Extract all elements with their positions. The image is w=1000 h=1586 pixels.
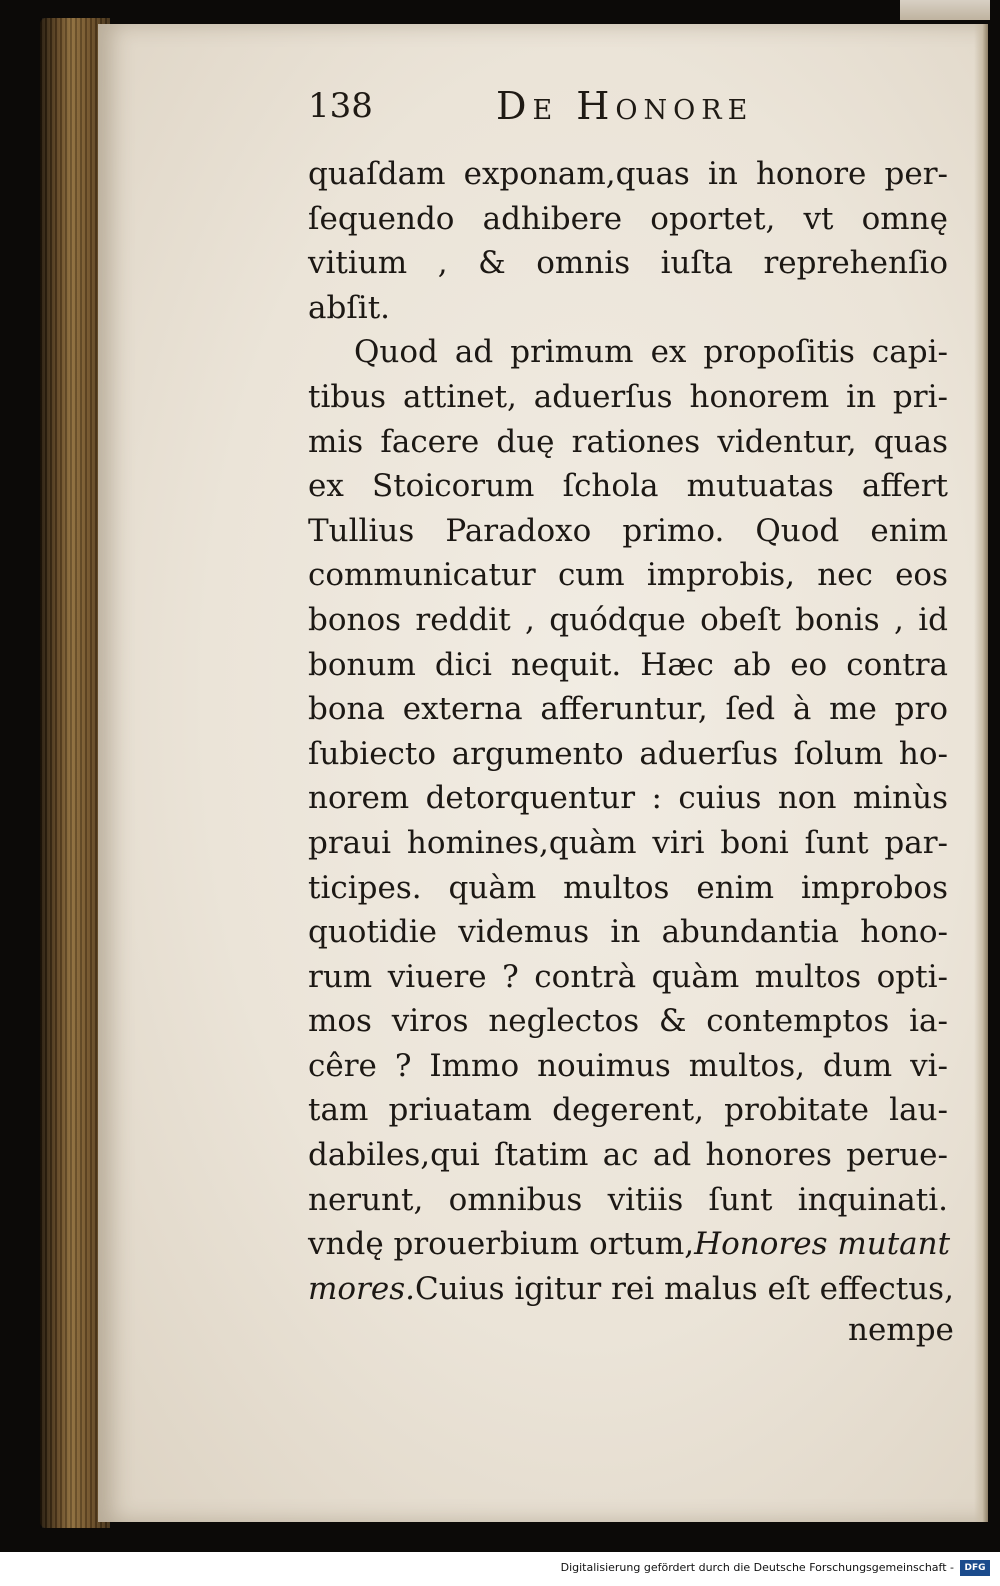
text-line: tibus attinet, aduerſus honorem in pri- [308, 378, 948, 415]
text-line: quaſdam exponam,quas in honore per- [308, 156, 948, 192]
text-line: cêre ? Immo nouimus multos, dum vi- [308, 1047, 948, 1084]
text-line: Tullius Paradoxo primo. Quod enim [308, 512, 948, 549]
catchword: nempe [848, 1312, 954, 1348]
text-line: rum viuere ? contrà quàm multos opti- [308, 958, 948, 995]
text-run: vndę prouerbium ortum, [308, 1226, 695, 1263]
text-line: ſubiecto argumento aduerſus ſolum ho- [308, 735, 948, 772]
running-head: De Honore [496, 84, 754, 128]
text-line [308, 1267, 954, 1312]
page-number: 138 [308, 86, 373, 126]
text-line: ex Stoicorum ſchola mutuatas affert [308, 468, 948, 505]
text-line: mis facere duę rationes videntur, quas [308, 423, 948, 460]
proverb-italic: mores. [308, 1270, 415, 1307]
text-line: bonum dici nequit. Hæc ab eo contra [308, 646, 948, 683]
body-text [308, 152, 954, 1311]
text-line: communicatur cum improbis, nec eos [308, 557, 948, 594]
text-line: dabiles,qui ſtatim ac ad honores perue- [308, 1137, 948, 1174]
text-line: praui homines,quàm viri boni ſunt par- [308, 824, 948, 861]
next-page-edge [900, 0, 990, 20]
text-line: quotidie videmus in abundantia hono- [308, 914, 948, 951]
text-line [308, 1222, 951, 1267]
funding-credit: Digitalisierung gefördert durch die Deutsche Forschungsgemeinschaft - [560, 1561, 954, 1574]
digitization-footer [0, 1552, 1000, 1586]
text-line: norem detorquentur : cuius non minùs [308, 780, 948, 817]
text-line: tam priuatam degerent, probitate lau- [308, 1092, 948, 1129]
text-line: bona externa afferuntur, ſed à me pro [308, 691, 948, 728]
text-line: ticipes. quàm multos enim improbos [308, 869, 948, 906]
text-line: vitium , & omnis iuſta reprehenſio [308, 245, 948, 282]
page-edge-shadow [974, 24, 988, 1522]
page-header [308, 84, 788, 136]
proverb-italic: Honores mutant [694, 1226, 951, 1263]
dfg-logo: DFG [960, 1560, 990, 1576]
text-line: ſequendo adhibere oportet, vt omnę [308, 200, 948, 237]
text-run: Cuius igitur rei malus eſt effectus, [415, 1270, 954, 1307]
text-line: bonos reddit , quódque obeſt bonis , id [308, 601, 948, 638]
text-line: Quod ad primum ex propoſitis capi- [354, 334, 948, 371]
text-line: abſit. [308, 289, 391, 326]
text-line: nerunt, omnibus vitiis ſunt inquinati. [308, 1181, 948, 1218]
text-line: mos viros neglectos & contemptos ia- [308, 1003, 948, 1040]
